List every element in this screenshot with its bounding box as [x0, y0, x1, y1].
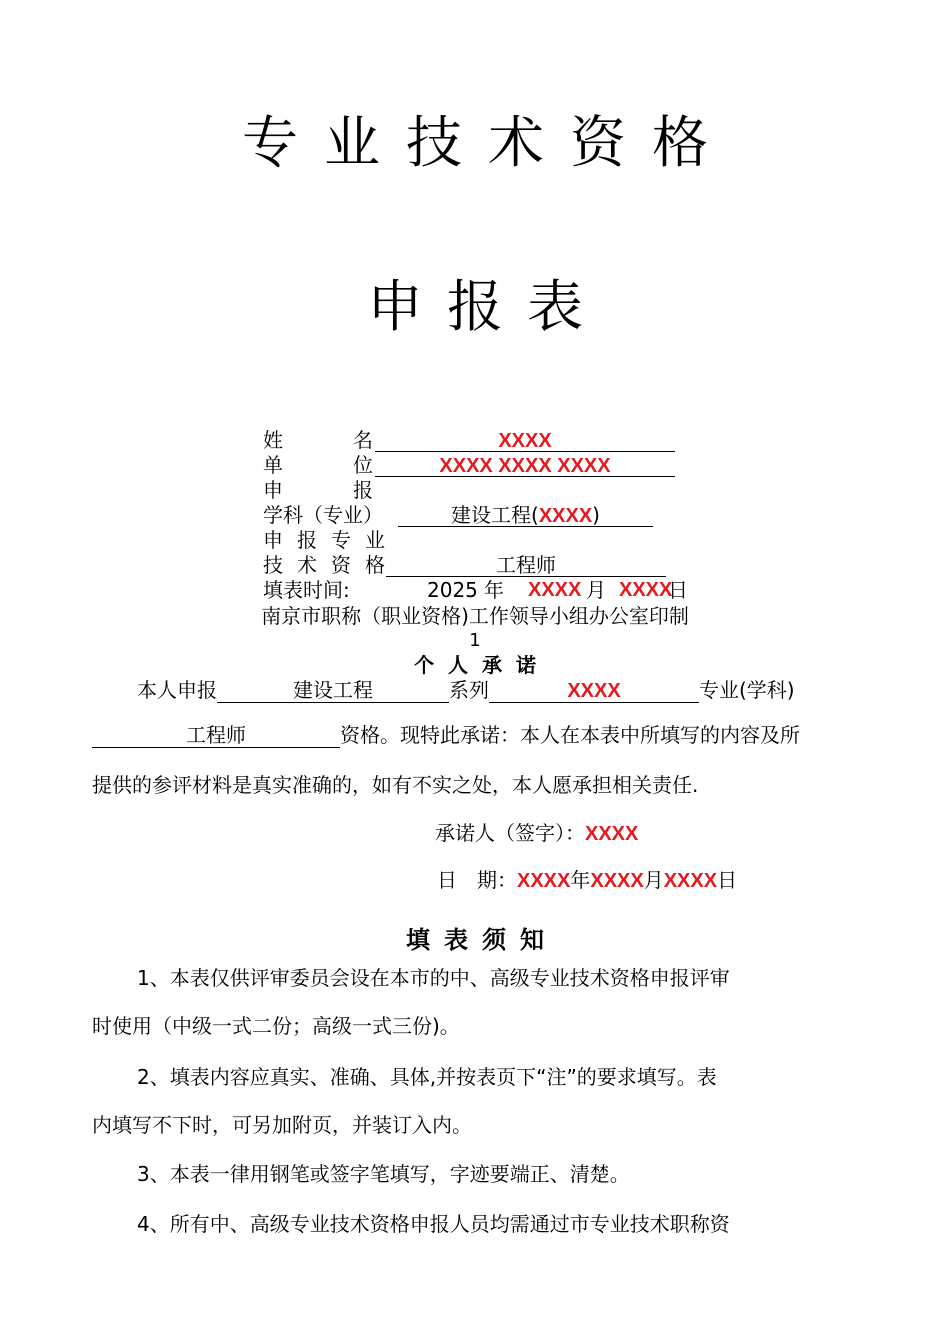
unit-label: 单位	[263, 453, 373, 477]
instruction-1-line2: 时使用（中级一式二份；高级一式三份)。	[92, 1014, 460, 1038]
series-field[interactable]	[217, 677, 449, 703]
qualification-value: 工程师	[496, 553, 556, 577]
form-row-subject	[0, 502, 950, 528]
pledge-date-day[interactable]: XXXX	[663, 870, 718, 892]
date-label: 填表时间:	[263, 578, 350, 602]
form-row-major	[0, 527, 950, 553]
cover-title-line2: 申报表	[367, 275, 607, 340]
page-number: 1	[469, 630, 481, 651]
qualification-label: 技术资格	[263, 553, 385, 577]
subject-value-code: XXXX	[538, 505, 593, 527]
apply-label: 申报	[263, 478, 373, 502]
pledge-text-b: 系列	[449, 678, 489, 702]
instructions-heading: 填表须知	[406, 926, 558, 954]
instruction-2-line1: 2、填表内容应真实、准确、具体,并按表页下“注”的要求填写。表	[137, 1065, 717, 1089]
name-label: 姓名	[263, 428, 373, 452]
instruction-1-line1: 1、本表仅供评审委员会设在本市的中、高级专业技术资格申报评审	[137, 966, 730, 990]
pledge-line1	[137, 677, 795, 703]
form-row-name	[0, 427, 950, 453]
pledge-day-char: 日	[717, 868, 738, 892]
pledge-qualification-value: 工程师	[186, 723, 246, 747]
subject-field[interactable]	[398, 502, 653, 527]
pledge-line3: 提供的参评材料是真实准确的，如有不实之处，本人愿承担相关责任.	[92, 773, 699, 797]
form-row-apply	[0, 477, 950, 503]
series-value: 建设工程	[293, 678, 373, 702]
pledge-date-line	[437, 867, 737, 894]
subject-value-prefix: 建设工程(	[451, 503, 539, 527]
date-day[interactable]: XXXX	[619, 579, 673, 601]
form-row-qualification	[0, 552, 950, 578]
pledge-line2-text: 资格。现特此承诺：本人在本表中所填写的内容及所	[340, 723, 800, 747]
name-value: XXXX	[498, 430, 552, 452]
pledge-qualification-field[interactable]	[92, 722, 340, 748]
instruction-2-line2: 内填写不下时，可另加附页，并装订入内。	[92, 1113, 472, 1137]
pledge-date-month[interactable]: XXXX	[590, 870, 644, 892]
name-field[interactable]	[375, 427, 675, 452]
pledge-line2	[92, 722, 800, 748]
instruction-4-line1: 4、所有中、高级专业技术资格申报人员均需通过市专业技术职称资	[137, 1212, 730, 1236]
day-char: 日	[668, 578, 688, 602]
form-row-unit	[0, 452, 950, 478]
qualification-field[interactable]	[386, 552, 666, 577]
unit-field[interactable]	[375, 452, 675, 477]
date-year[interactable]: 2025	[427, 578, 478, 602]
pledge-text-a: 本人申报	[137, 678, 217, 702]
signer-label: 承诺人（签字）：	[435, 821, 585, 845]
pledge-year-char: 年	[570, 868, 591, 892]
signer-line	[435, 820, 638, 847]
pledge-date-year[interactable]: XXXX	[517, 870, 571, 892]
signer-value[interactable]: XXXX	[585, 823, 639, 845]
pledge-heading: 个人承诺	[414, 653, 550, 677]
pledge-major-value: XXXX	[567, 680, 621, 702]
subject-value-suffix: )	[592, 503, 600, 527]
form-row-date	[0, 577, 950, 603]
unit-value: XXXX XXXX XXXX	[439, 455, 611, 477]
pledge-date-label: 日 期：	[437, 868, 517, 892]
date-month[interactable]: XXXX	[528, 579, 582, 601]
cover-title-line1: 专业技术资格	[242, 111, 734, 176]
pledge-month-char: 月	[643, 868, 664, 892]
month-char: 月	[586, 578, 606, 602]
pledge-major-field[interactable]	[489, 677, 699, 703]
subject-label: 学科（专业）	[263, 503, 383, 527]
printer-line: 南京市职称（职业资格)工作领导小组办公室印制	[261, 604, 689, 628]
major-label: 申报专业	[263, 528, 385, 552]
pledge-text-c: 专业(学科)	[699, 678, 795, 702]
instruction-3-line1: 3、本表一律用钢笔或签字笔填写，字迹要端正、清楚。	[137, 1162, 630, 1186]
year-char: 年	[484, 578, 504, 602]
